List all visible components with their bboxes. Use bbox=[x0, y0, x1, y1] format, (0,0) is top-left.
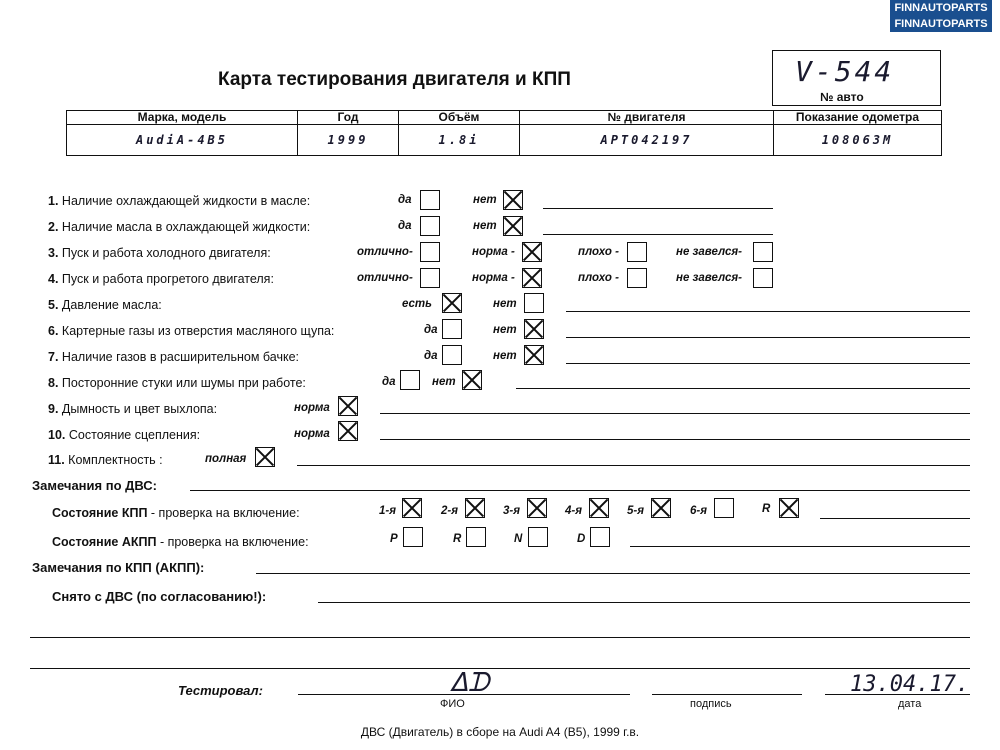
checkbox-checked[interactable] bbox=[338, 396, 358, 416]
image-caption: ДВС (Двигатель) в сборе на Audi A4 (B5), 1999 г.в. bbox=[360, 725, 640, 739]
item-number: 5. bbox=[48, 298, 59, 312]
checkbox[interactable] bbox=[753, 242, 773, 262]
item-label: Дымность и цвет выхлопа: bbox=[61, 402, 218, 416]
item-5 bbox=[48, 298, 162, 312]
blank-line bbox=[190, 490, 970, 491]
opt-label: да bbox=[424, 324, 438, 336]
blank-line bbox=[30, 637, 970, 638]
blank-line bbox=[380, 413, 970, 414]
checkbox-checked[interactable] bbox=[503, 190, 523, 210]
tested-label: Тестировал: bbox=[178, 683, 263, 698]
opt-label: не завелся- bbox=[676, 246, 742, 258]
opt-label: нет bbox=[432, 376, 456, 388]
header-value-year: 1999 bbox=[298, 125, 399, 156]
item-label: Пуск и работа холодного двигателя: bbox=[61, 246, 271, 260]
akpp-suffix: - проверка на включение: bbox=[156, 535, 309, 549]
header-value-engine-no: APT042197 bbox=[520, 125, 774, 156]
gear-label: 6-я bbox=[690, 505, 707, 517]
fio-label: ФИО bbox=[440, 698, 465, 710]
akpp-row bbox=[52, 535, 309, 549]
blank-line bbox=[298, 694, 630, 695]
item-label: Картерные газы из отверстия масляного щупа: bbox=[61, 324, 335, 338]
opt-label: плохо - bbox=[578, 272, 619, 284]
item-number: 6. bbox=[48, 324, 59, 338]
blank-line bbox=[652, 694, 802, 695]
badge-line-1: FINNAUTOPARTS bbox=[894, 2, 988, 14]
item-label: Наличие охлаждающей жидкости в масле: bbox=[61, 194, 311, 208]
checkbox-checked[interactable] bbox=[503, 216, 523, 236]
checkbox[interactable] bbox=[400, 370, 420, 390]
checkbox[interactable] bbox=[442, 319, 462, 339]
checkbox[interactable] bbox=[627, 242, 647, 262]
kpp-label: Состояние КПП bbox=[52, 506, 148, 520]
opt-label: отлично- bbox=[357, 246, 413, 258]
opt-label: да bbox=[424, 350, 438, 362]
checkbox-checked[interactable] bbox=[589, 498, 609, 518]
opt-label: нет bbox=[473, 220, 497, 232]
item-number: 3. bbox=[48, 246, 59, 260]
opt-label: да bbox=[398, 220, 412, 232]
opt-label: отлично- bbox=[357, 272, 413, 284]
blank-line bbox=[630, 546, 970, 547]
opt-label: не завелся- bbox=[676, 272, 742, 284]
header-table bbox=[66, 110, 942, 156]
item-number: 7. bbox=[48, 350, 59, 364]
gear-label: 2-я bbox=[441, 505, 458, 517]
signature-scribble: ᐃᗪ bbox=[450, 668, 490, 698]
opt-label: норма - bbox=[472, 246, 515, 258]
opt-label: норма - bbox=[472, 272, 515, 284]
checkbox[interactable] bbox=[442, 345, 462, 365]
item-number: 9. bbox=[48, 402, 59, 416]
header-label-year: Год bbox=[298, 111, 399, 125]
checkbox-checked[interactable] bbox=[779, 498, 799, 518]
checkbox[interactable] bbox=[590, 527, 610, 547]
checkbox[interactable] bbox=[466, 527, 486, 547]
checkbox[interactable] bbox=[528, 527, 548, 547]
checkbox-checked[interactable] bbox=[255, 447, 275, 467]
watermark-badge bbox=[890, 0, 992, 32]
blank-line bbox=[543, 234, 773, 235]
gear-label: D bbox=[577, 533, 586, 545]
checkbox[interactable] bbox=[627, 268, 647, 288]
blank-line bbox=[318, 602, 970, 603]
blank-line bbox=[820, 518, 970, 519]
item-label: Наличие масла в охлаждающей жидкости: bbox=[61, 220, 311, 234]
checkbox[interactable] bbox=[403, 527, 423, 547]
item-number: 11. bbox=[48, 453, 65, 467]
opt-label: нет bbox=[493, 324, 517, 336]
gear-label: 4-я bbox=[565, 505, 582, 517]
blank-line bbox=[543, 208, 773, 209]
form-title: Карта тестирования двигателя и КПП bbox=[218, 69, 571, 90]
item-number: 8. bbox=[48, 376, 59, 390]
checkbox[interactable] bbox=[753, 268, 773, 288]
item-3 bbox=[48, 246, 271, 260]
item-7 bbox=[48, 350, 299, 364]
gear-label: R bbox=[762, 503, 771, 515]
akpp-label: Состояние АКПП bbox=[52, 535, 157, 549]
item-number: 1. bbox=[48, 194, 59, 208]
blank-line bbox=[256, 573, 970, 574]
opt-label: есть bbox=[402, 298, 432, 310]
checkbox-checked[interactable] bbox=[524, 345, 544, 365]
gear-label: 5-я bbox=[627, 505, 644, 517]
avto-label: № авто bbox=[820, 90, 864, 104]
checkbox[interactable] bbox=[420, 216, 440, 236]
item-11 bbox=[48, 453, 163, 467]
checkbox[interactable] bbox=[524, 293, 544, 313]
opt-label: норма bbox=[294, 428, 330, 440]
checkbox[interactable] bbox=[420, 242, 440, 262]
checkbox-checked[interactable] bbox=[402, 498, 422, 518]
checkbox-checked[interactable] bbox=[522, 268, 542, 288]
item-label: Наличие газов в расширительном бачке: bbox=[61, 350, 300, 364]
remarks-kpp-label: Замечания по КПП (АКПП): bbox=[32, 560, 205, 575]
item-4 bbox=[48, 272, 274, 286]
checkbox-checked[interactable] bbox=[522, 242, 542, 262]
kpp-row bbox=[52, 506, 300, 520]
blank-line bbox=[825, 694, 970, 695]
header-value-volume: 1.8i bbox=[399, 125, 520, 156]
item-number: 10. bbox=[48, 428, 66, 442]
blank-line bbox=[566, 363, 970, 364]
remarks-engine-label: Замечания по ДВС: bbox=[32, 478, 157, 493]
checkbox-checked[interactable] bbox=[462, 370, 482, 390]
opt-label: нет bbox=[493, 298, 517, 310]
header-label-odometer: Показание одометра bbox=[774, 111, 942, 125]
blank-line bbox=[516, 388, 970, 389]
header-label-volume: Объём bbox=[399, 111, 520, 125]
item-2 bbox=[48, 220, 310, 234]
opt-label: норма bbox=[294, 402, 330, 414]
item-number: 4. bbox=[48, 272, 59, 286]
kpp-suffix: - проверка на включение: bbox=[147, 506, 300, 520]
gear-label: 1-я bbox=[379, 505, 396, 517]
header-value-brand: AudiA-4B5 bbox=[67, 125, 298, 156]
opt-label: да bbox=[398, 194, 412, 206]
avto-number: V-544 bbox=[795, 55, 895, 88]
item-label: Пуск и работа прогретого двигателя: bbox=[61, 272, 274, 286]
gear-label: R bbox=[453, 533, 462, 545]
date-handwritten: 13.04.17. bbox=[850, 672, 970, 697]
date-label: дата bbox=[898, 698, 922, 710]
blank-line bbox=[30, 668, 970, 669]
gear-label: P bbox=[390, 533, 398, 545]
opt-label: нет bbox=[493, 350, 517, 362]
item-label: Комплектность : bbox=[68, 453, 163, 467]
checkbox[interactable] bbox=[714, 498, 734, 518]
checkbox-checked[interactable] bbox=[524, 319, 544, 339]
blank-line bbox=[566, 311, 970, 312]
checkbox-checked[interactable] bbox=[651, 498, 671, 518]
header-label-brand: Марка, модель bbox=[67, 111, 298, 125]
checkbox-checked[interactable] bbox=[442, 293, 462, 313]
item-number: 2. bbox=[48, 220, 59, 234]
signature-label: подпись bbox=[690, 698, 732, 710]
opt-label: полная bbox=[205, 453, 247, 465]
checkbox-checked[interactable] bbox=[527, 498, 547, 518]
opt-label: нет bbox=[473, 194, 497, 206]
header-label-engine-no: № двигателя bbox=[520, 111, 774, 125]
item-9 bbox=[48, 402, 217, 416]
gear-label: N bbox=[514, 533, 523, 545]
checkbox[interactable] bbox=[420, 190, 440, 210]
item-8 bbox=[48, 376, 306, 390]
item-label: Посторонние стуки или шумы при работе: bbox=[61, 376, 306, 390]
checkbox-checked[interactable] bbox=[338, 421, 358, 441]
badge-line-2: FINNAUTOPARTS bbox=[894, 18, 988, 30]
header-value-odometer: 108063M bbox=[774, 125, 942, 156]
opt-label: плохо - bbox=[578, 246, 619, 258]
item-10 bbox=[48, 428, 200, 442]
removed-label: Снято с ДВС (по согласованию!): bbox=[52, 589, 267, 604]
checkbox[interactable] bbox=[420, 268, 440, 288]
gear-label: 3-я bbox=[503, 505, 520, 517]
blank-line bbox=[380, 439, 970, 440]
item-label: Давление масла: bbox=[61, 298, 162, 312]
item-6 bbox=[48, 324, 334, 338]
item-label: Состояние сцепления: bbox=[68, 428, 201, 442]
blank-line bbox=[566, 337, 970, 338]
item-1 bbox=[48, 194, 310, 208]
blank-line bbox=[297, 465, 970, 466]
opt-label: да bbox=[382, 376, 396, 388]
checkbox-checked[interactable] bbox=[465, 498, 485, 518]
